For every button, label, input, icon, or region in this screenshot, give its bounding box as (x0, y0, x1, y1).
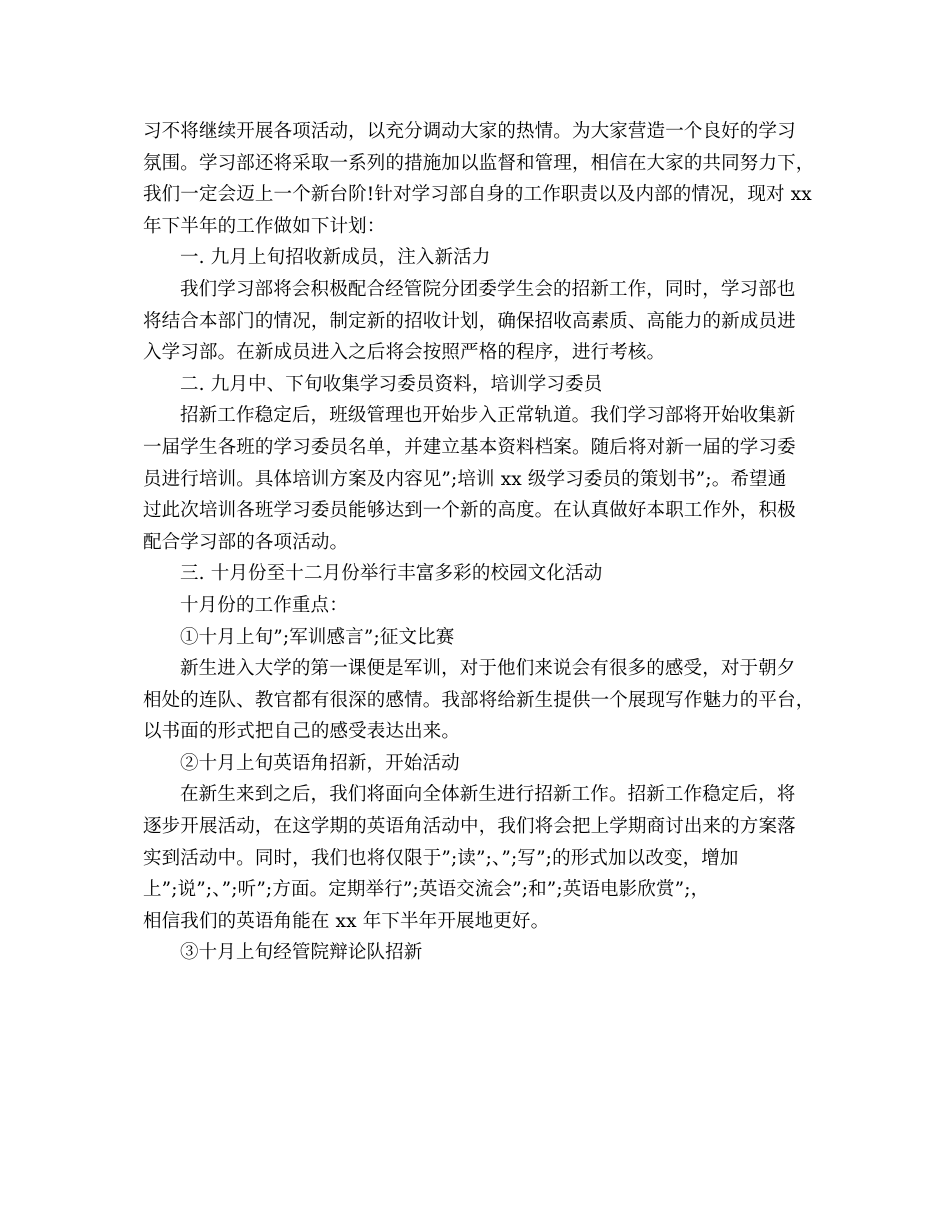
body-line: 逐步开展活动，在这学期的英语角活动中，我们将会把上学期商讨出来的方案落 (143, 816, 796, 838)
body-line: 相信我们的英语角能在 xx 年下半年开展地更好。 (143, 910, 550, 932)
body-line: 入学习部。在新成员进入之后将会按照严格的程序，进行考核。 (143, 342, 666, 364)
body-line: 在新生来到之后，我们将面向全体新生进行招新工作。招新工作稳定后，将 (180, 784, 796, 806)
body-line: 氛围。学习部还将采取一系列的措施加以监督和管理，相信在大家的共同努力下， (143, 152, 815, 174)
section-heading-3: 三. 十月份至十二月份举行丰富多彩的校园文化活动 (180, 563, 603, 585)
body-line: 上”;说”;、”;听”;方面。定期举行”;英语交流会”;和”;英语电影欣赏”;， (143, 879, 710, 901)
body-line: 以书面的形式把自己的感受表达出来。 (143, 721, 461, 743)
section-heading-2: 二. 九月中、下旬收集学习委员资料，培训学习委员 (180, 373, 603, 395)
body-line: 习不将继续开展各项活动，以充分调动大家的热情。为大家营造一个良好的学习 (143, 121, 796, 142)
item-heading-3: ③十月上旬经管院辩论队招新 (180, 942, 423, 964)
body-line: 新生进入大学的第一课便是军训，对于他们来说会有很多的感受，对于朝夕 (180, 658, 796, 680)
document-body (143, 116, 815, 969)
body-line: 过此次培训各班学习委员能够达到一个新的高度。在认真做好本职工作外，积极 (143, 500, 796, 522)
body-line: 将结合本部门的情况，制定新的招收计划，确保招收高素质、高能力的新成员进 (143, 310, 796, 332)
body-line: 相处的连队、教官都有很深的感情。我部将给新生提供一个展现写作魅力的平台， (143, 689, 815, 711)
body-line: 招新工作稳定后，班级管理也开始步入正常轨道。我们学习部将开始收集新 (180, 405, 796, 427)
body-line: 配合学习部的各项活动。 (143, 531, 349, 553)
item-heading-2: ②十月上旬英语角招新，开始活动 (180, 752, 460, 774)
body-line: 我们一定会迈上一个新台阶!针对学习部自身的工作职责以及内部的情况，现对 xx (143, 184, 812, 206)
item-heading-1: ①十月上旬”;军训感言”;征文比赛 (180, 626, 455, 648)
body-line: 一届学生各班的学习委员名单，并建立基本资料档案。随后将对新一届的学习委 (143, 436, 796, 458)
subheading-october: 十月份的工作重点： (180, 594, 348, 616)
body-line: 年下半年的工作做如下计划： (143, 215, 386, 237)
section-heading-1: 一. 九月上旬招收新成员，注入新活力 (180, 247, 491, 269)
body-line: 实到活动中。同时，我们也将仅限于”;读”;、”;写”;的形式加以改变，增加 (143, 847, 739, 869)
body-line: 员进行培训。具体培训方案及内容见”;培训 xx 级学习委员的策划书”;。希望通 (143, 468, 787, 490)
body-line: 我们学习部将会积极配合经管院分团委学生会的招新工作，同时，学习部也 (180, 278, 796, 300)
